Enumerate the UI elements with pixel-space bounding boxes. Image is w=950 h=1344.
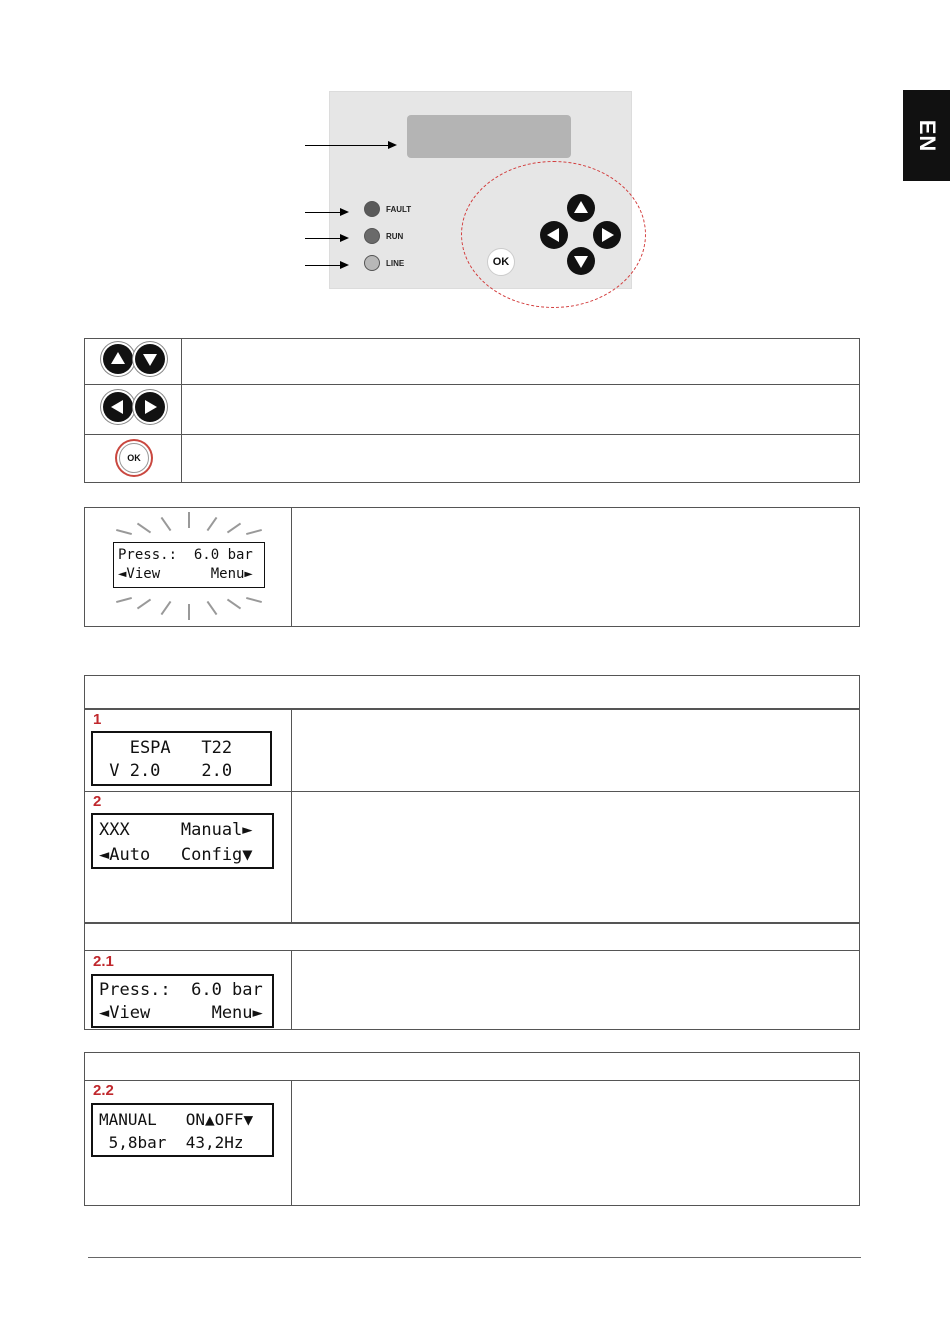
- run-led: [364, 228, 380, 244]
- line-led: [364, 255, 380, 271]
- screens-table-3: [84, 1052, 860, 1206]
- up-key-icon: [103, 344, 133, 374]
- footer-rule: [88, 1257, 861, 1258]
- language-tab-label: EN: [914, 119, 940, 152]
- screens-table-2: [84, 922, 860, 1030]
- lcd-screen-2-2-line-1: MANUAL ON▲OFF▼: [99, 1110, 254, 1129]
- left-button[interactable]: [540, 221, 568, 249]
- step-number-1: 1: [93, 711, 102, 728]
- lcd-screen-1: [91, 731, 272, 786]
- language-tab: [903, 90, 950, 181]
- fault-pointer-arrow: [305, 212, 347, 213]
- screens-table-header-separator: [85, 708, 859, 710]
- right-arrow-icon: [602, 228, 614, 242]
- down-key-icon: [135, 344, 165, 374]
- keys-table-row-separator: [85, 384, 859, 385]
- backlit-lcd-line-1: Press.: 6.0 bar: [118, 547, 253, 563]
- lcd-screen-1-line-2: V 2.0 2.0: [99, 761, 233, 781]
- lcd-screen-2-1: [91, 974, 274, 1028]
- line-pointer-arrow: [305, 265, 347, 266]
- lcd-screen-2-line-1: XXX Manual►: [99, 820, 253, 840]
- lcd-screen-2: [91, 813, 274, 869]
- display-box-divider: [291, 508, 292, 626]
- screens-table-3-divider: [291, 1081, 292, 1205]
- fault-led-label: FAULT: [386, 205, 412, 214]
- display-backlight-box: [84, 507, 860, 627]
- screens-table-2-divider: [291, 951, 292, 1029]
- screens-table-row-separator: [85, 791, 859, 792]
- lcd-screen-1-line-1: ESPA T22: [99, 738, 233, 758]
- line-led-label: LINE: [386, 259, 405, 268]
- keys-table-row-separator: [85, 434, 859, 435]
- screens-table-3-header-separator: [85, 1080, 859, 1081]
- ok-button[interactable]: OK: [487, 248, 515, 276]
- step-number-2-1: 2.1: [93, 953, 114, 970]
- run-pointer-arrow: [305, 238, 347, 239]
- keys-table-divider: [181, 339, 182, 482]
- backlit-lcd-line-2: ◄View Menu►: [118, 566, 253, 582]
- lcd-screen-2-2: [91, 1103, 274, 1157]
- screens-table-divider: [291, 709, 292, 922]
- lcd-screen-2-line-2: ◄Auto Config▼: [99, 845, 253, 865]
- lcd-screen-2-1-line-2: ◄View Menu►: [99, 1003, 263, 1023]
- panel-display: [407, 115, 571, 158]
- ok-key-icon: OK: [119, 443, 149, 473]
- keys-table: [84, 338, 860, 483]
- fault-led: [364, 201, 380, 217]
- down-button[interactable]: [567, 247, 595, 275]
- backlit-lcd-screen: [113, 542, 265, 588]
- right-key-icon: [135, 392, 165, 422]
- step-number-2: 2: [93, 793, 102, 810]
- right-button[interactable]: [593, 221, 621, 249]
- run-led-label: RUN: [386, 232, 404, 241]
- up-arrow-icon: [574, 201, 588, 213]
- left-arrow-icon: [547, 228, 559, 242]
- lcd-screen-2-1-line-1: Press.: 6.0 bar: [99, 980, 263, 1000]
- lcd-screen-2-2-line-2: 5,8bar 43,2Hz: [99, 1133, 244, 1152]
- up-button[interactable]: [567, 194, 595, 222]
- screens-table-2-header-separator: [85, 950, 859, 951]
- down-arrow-icon: [574, 256, 588, 268]
- display-pointer-arrow: [305, 145, 395, 146]
- step-number-2-2: 2.2: [93, 1082, 114, 1099]
- screens-table-1: [84, 675, 860, 923]
- left-key-icon: [103, 392, 133, 422]
